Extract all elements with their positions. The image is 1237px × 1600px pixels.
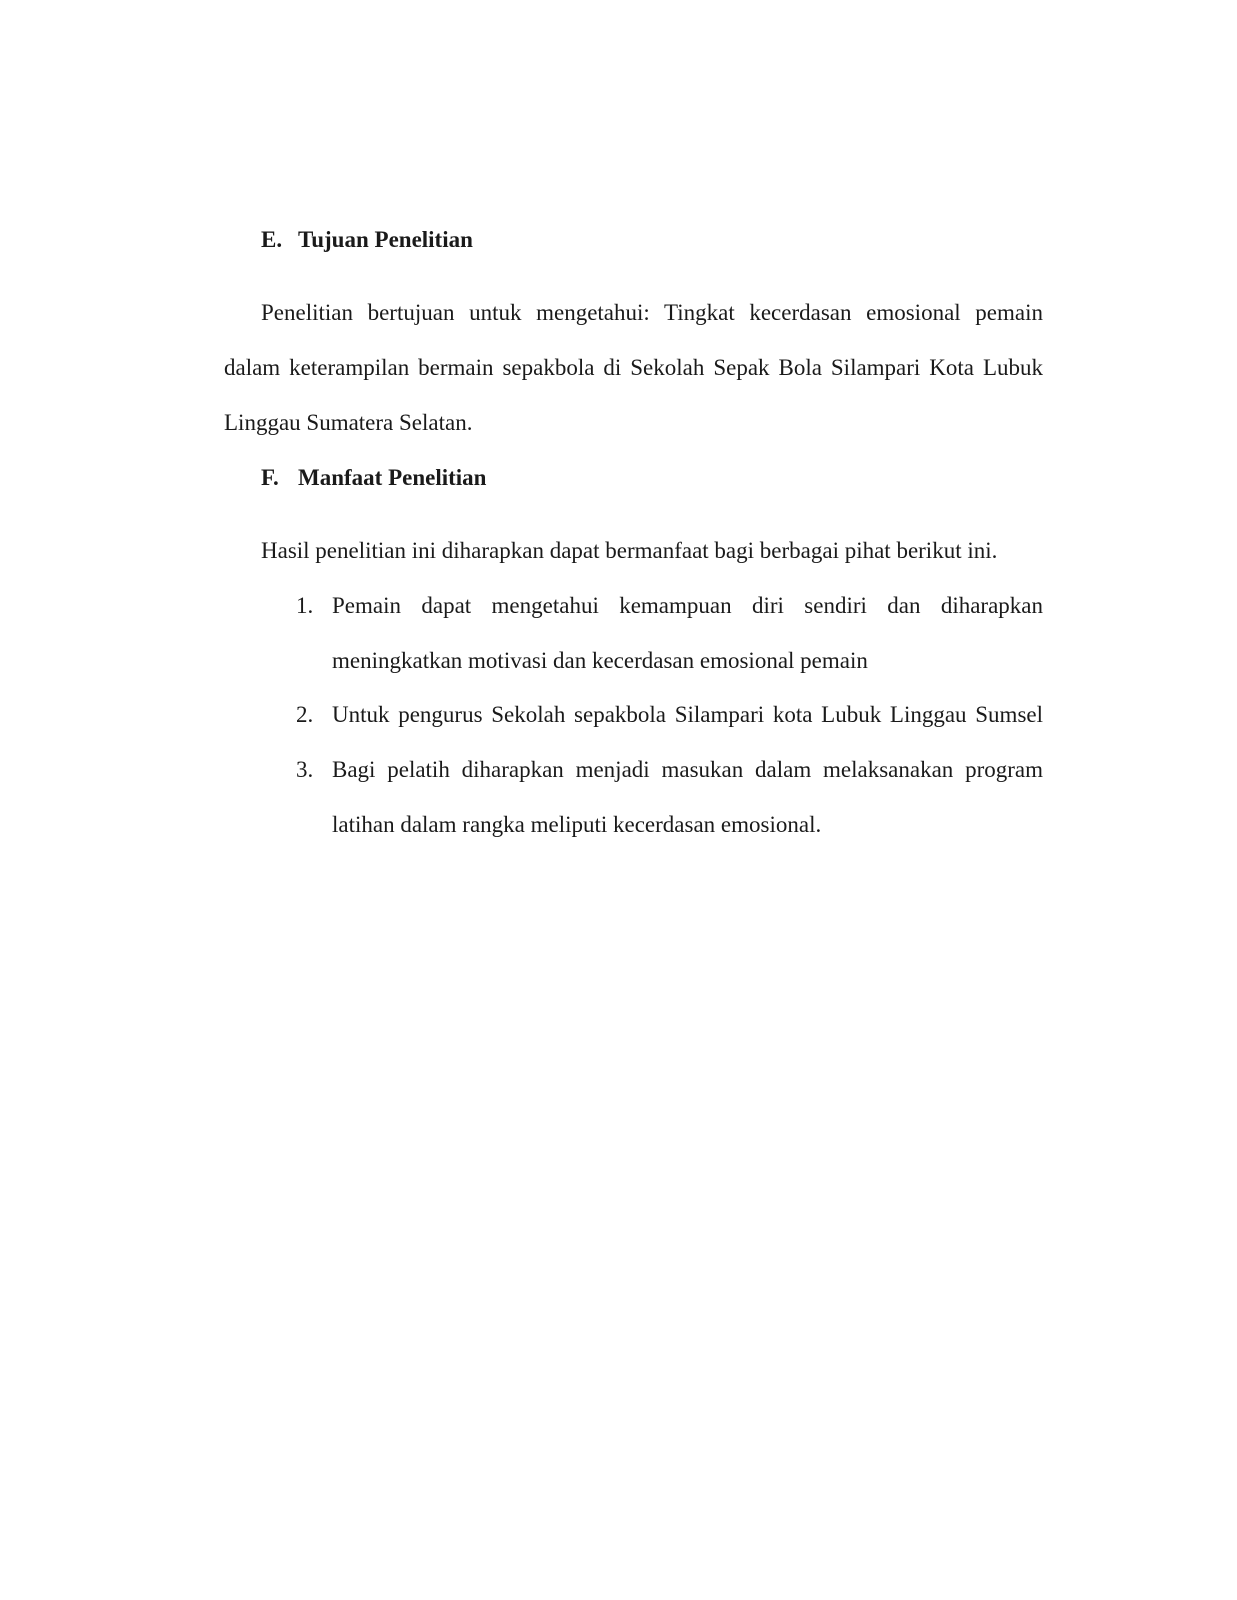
section-f-intro: Hasil penelitian ini diharapkan dapat bermanfaat bagi berbagai pihat berikut ini. — [261, 538, 998, 563]
list-item-3-line-1: Bagi pelatih diharapkan menjadi masukan dalam melaksanakan program — [332, 757, 1043, 782]
section-f-letter: F. — [261, 465, 279, 490]
section-e-paragraph-line-1: Penelitian bertujuan untuk mengetahui: Tingkat kecerdasan emosional pemain — [261, 300, 1043, 325]
list-item-1-line-2: meningkatkan motivasi dan kecerdasan emosional pemain — [332, 648, 868, 673]
list-item-1-line-1: Pemain dapat mengetahui kemampuan diri sendiri dan diharapkan — [332, 593, 1043, 618]
section-f-title: Manfaat Penelitian — [298, 465, 487, 490]
list-item-2-line-1: Untuk pengurus Sekolah sepakbola Silampari kota Lubuk Linggau Sumsel — [332, 702, 1043, 727]
list-item-1-number: 1. — [296, 593, 314, 618]
section-e-paragraph-line-2: dalam keterampilan bermain sepakbola di Sekolah Sepak Bola Silampari Kota Lubuk — [224, 355, 1043, 380]
list-item-2-number: 2. — [296, 702, 314, 727]
section-e-letter: E. — [261, 227, 283, 252]
section-e-paragraph-line-3: Linggau Sumatera Selatan. — [224, 410, 473, 435]
list-item-3-line-2: latihan dalam rangka meliputi kecerdasan emosional. — [332, 812, 822, 837]
section-e-title: Tujuan Penelitian — [298, 227, 473, 252]
list-item-3-number: 3. — [296, 757, 314, 782]
